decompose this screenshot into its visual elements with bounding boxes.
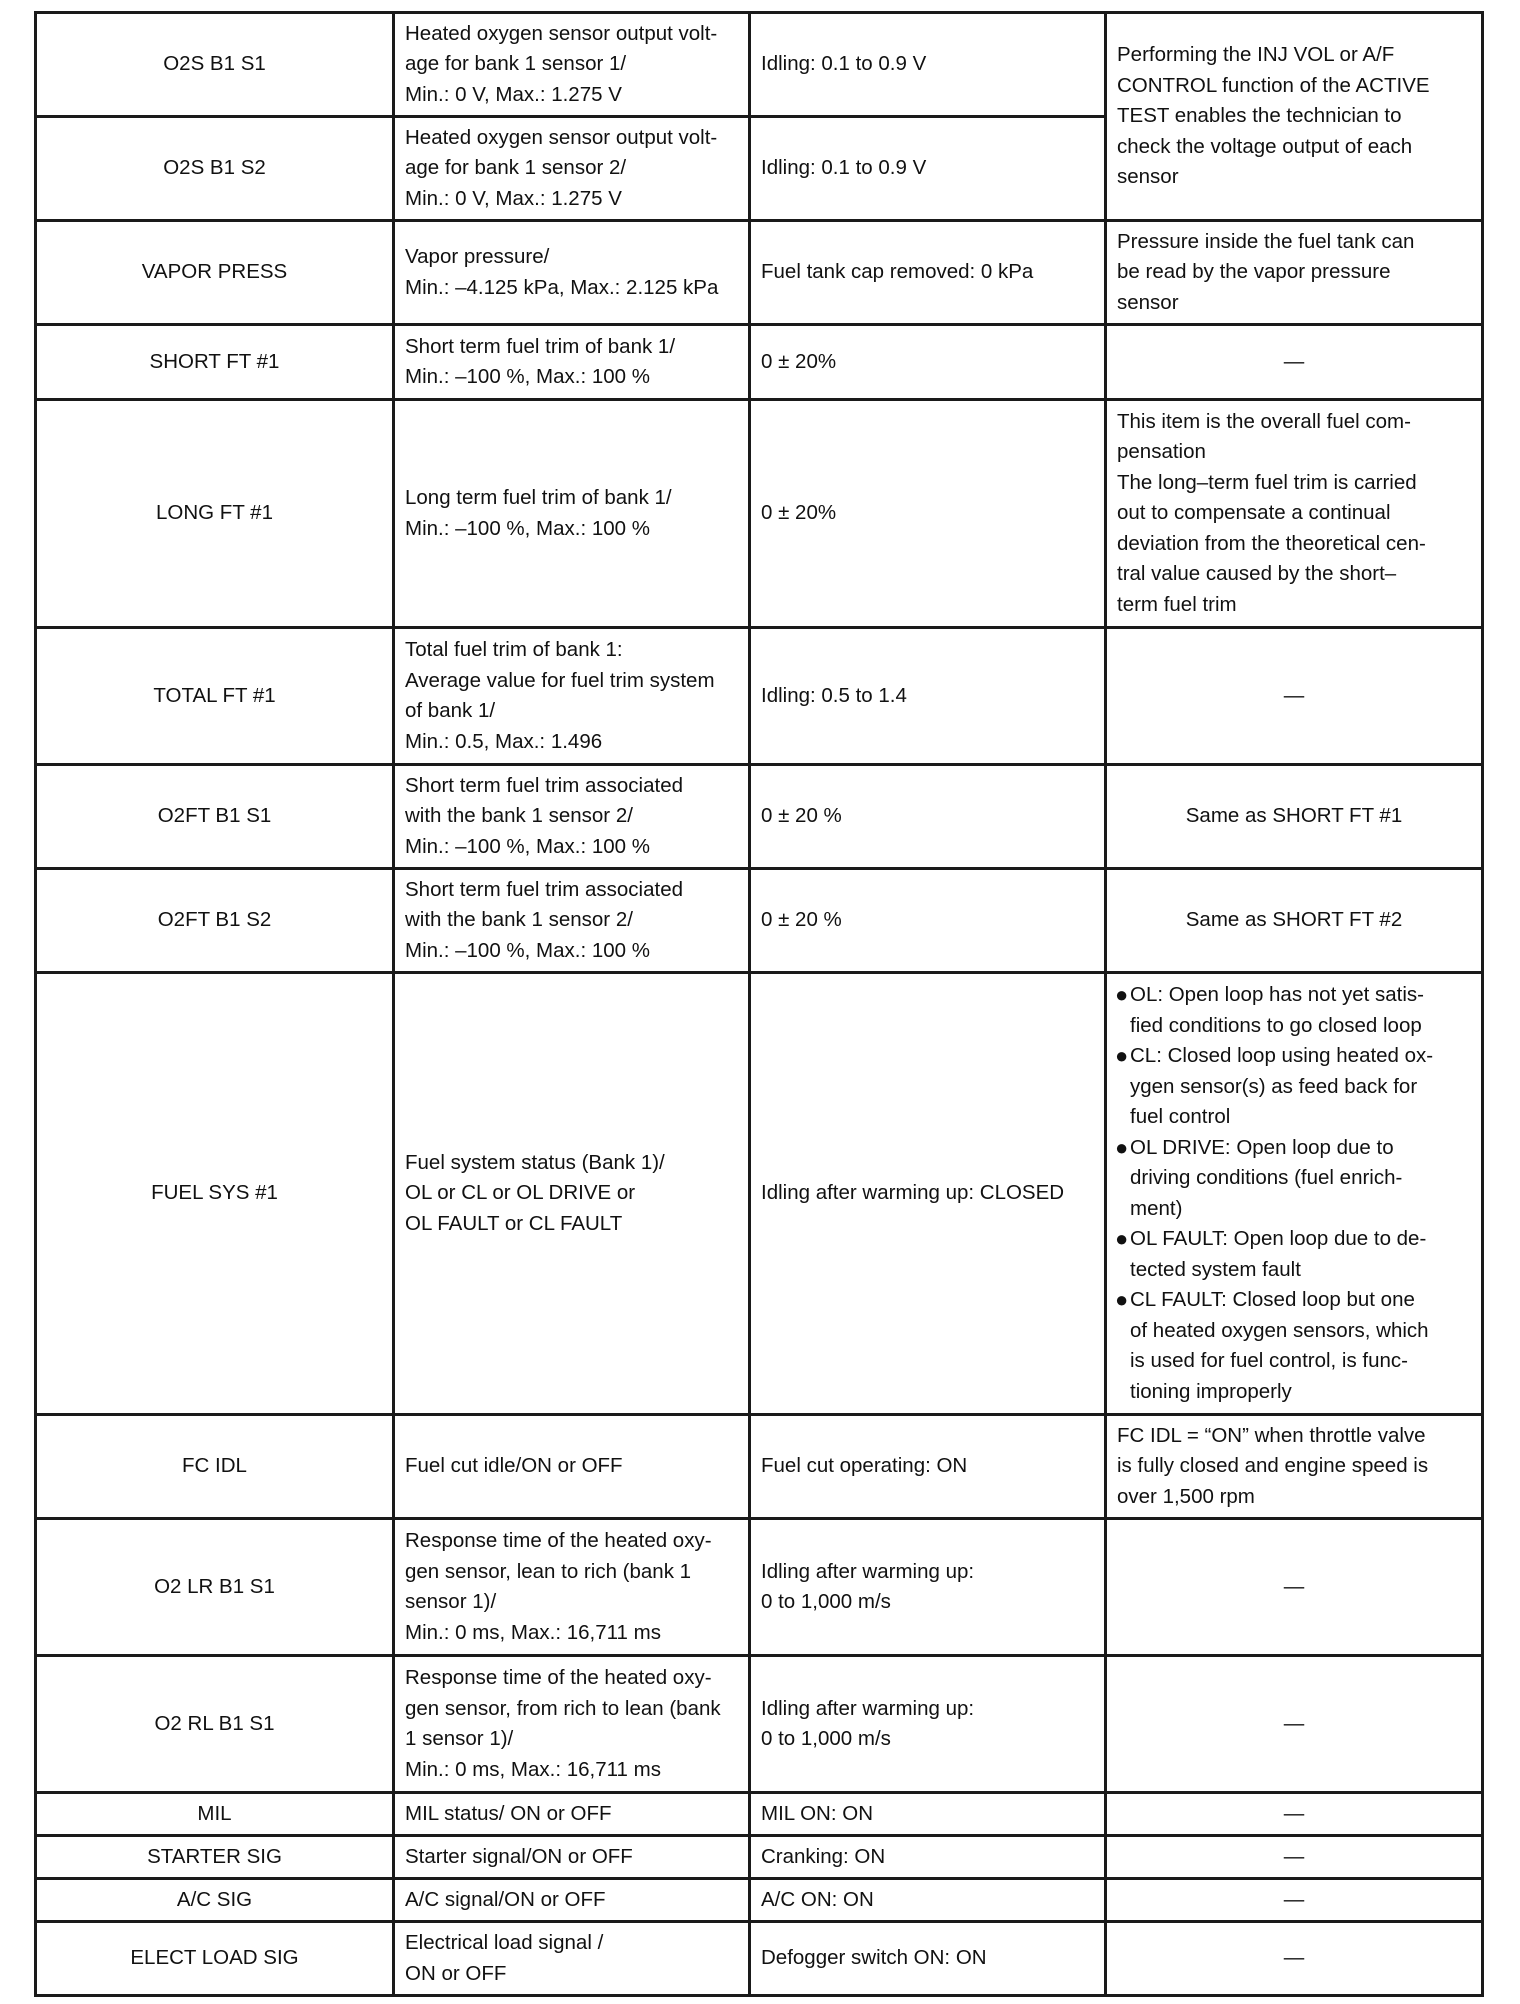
description-line: Min.: –100 %, Max.: 100 % — [405, 516, 650, 540]
description-line: Min.: –100 %, Max.: 100 % — [405, 365, 650, 388]
item-cell — [36, 13, 394, 117]
item-name: FUEL SYS #1 — [151, 1181, 278, 1205]
list-item — [1117, 1133, 1471, 1225]
item-cell — [36, 765, 394, 869]
description-cell — [394, 117, 750, 221]
notes-dash: — — [1283, 1801, 1305, 1825]
normal-condition-line: A/C ON: ON — [761, 1887, 874, 1911]
description-line: 1 sensor 1)/ — [405, 1727, 514, 1750]
notes-dash: — — [1283, 1844, 1305, 1868]
normal-condition-line: 0 ± 20 % — [761, 908, 842, 932]
normal-condition-cell — [750, 628, 1106, 765]
description-cell — [394, 765, 750, 869]
description-cell — [394, 1656, 750, 1793]
normal-condition-line: 0 to 1,000 m/s — [761, 1590, 891, 1613]
notes-cell — [1106, 1415, 1483, 1519]
description-cell — [394, 1519, 750, 1656]
notes-line: OL: Open loop has not yet satis- — [1130, 983, 1424, 1006]
description-cell — [394, 1879, 750, 1922]
item-name: O2S B1 S2 — [163, 156, 266, 180]
notes-line: is used for fuel control, is func- — [1130, 1349, 1409, 1372]
notes-cell — [1106, 869, 1483, 973]
normal-condition-line: 0 ± 20% — [761, 501, 837, 525]
description-line: Starter signal/ON or OFF — [405, 1844, 633, 1868]
description-line: Total fuel trim of bank 1: — [405, 638, 623, 661]
normal-condition-line: Idling after warming up: CLOSED — [761, 1181, 1065, 1205]
normal-condition-line: Idling after warming up: — [761, 1696, 975, 1720]
normal-condition-cell — [750, 765, 1106, 869]
description-line: gen sensor, from rich to lean (bank — [405, 1696, 721, 1720]
item-cell — [36, 1656, 394, 1793]
description-line: OL or CL or OL DRIVE or — [405, 1181, 636, 1205]
normal-condition-cell — [750, 1879, 1106, 1922]
item-name: A/C SIG — [176, 1887, 253, 1911]
description-line: age for bank 1 sensor 2/ — [405, 156, 627, 180]
item-name: VAPOR PRESS — [141, 260, 288, 284]
item-name: STARTER SIG — [147, 1844, 282, 1868]
table-row — [36, 973, 1483, 1415]
description-cell — [394, 221, 750, 325]
description-line: sensor 1)/ — [405, 1590, 497, 1613]
description-line: Fuel system status (Bank 1)/ — [405, 1150, 665, 1174]
description-line: Min.: –100 %, Max.: 100 % — [405, 834, 650, 858]
description-line: Min.: –4.125 kPa, Max.: 2.125 kPa — [405, 275, 719, 299]
notes-text: Same as SHORT FT #2 — [1185, 908, 1403, 932]
notes-line: driving conditions (fuel enrich- — [1130, 1166, 1403, 1189]
table-row — [36, 1922, 1483, 1996]
notes-line: of heated oxygen sensors, which — [1130, 1318, 1429, 1342]
normal-condition-line: 0 to 1,000 m/s — [761, 1727, 891, 1750]
item-cell — [36, 628, 394, 765]
item-cell — [36, 117, 394, 221]
normal-condition-line: Fuel cut operating: ON — [761, 1454, 968, 1478]
description-cell — [394, 628, 750, 765]
normal-condition-cell — [750, 400, 1106, 628]
normal-condition-line: Cranking: ON — [761, 1844, 886, 1868]
item-cell — [36, 1922, 394, 1996]
normal-condition-cell — [750, 1836, 1106, 1879]
item-name: O2 RL B1 S1 — [154, 1711, 275, 1735]
description-line: Min.: 0 ms, Max.: 16,711 ms — [405, 1620, 661, 1644]
notes-line: CL: Closed loop using heated ox- — [1130, 1044, 1434, 1067]
notes-cell — [1106, 1519, 1483, 1656]
description-cell — [394, 13, 750, 117]
notes-line: pensation — [1117, 440, 1206, 464]
description-line: Fuel cut idle/ON or OFF — [405, 1454, 623, 1478]
normal-condition-cell — [750, 325, 1106, 400]
normal-condition-line: Idling: 0.5 to 1.4 — [761, 683, 907, 707]
notes-line: fuel control — [1130, 1105, 1231, 1128]
notes-line: The long–term fuel trim is carried — [1117, 470, 1417, 494]
description-line: Heated oxygen sensor output volt- — [405, 21, 718, 45]
description-line: Min.: 0 ms, Max.: 16,711 ms — [405, 1757, 661, 1781]
item-cell — [36, 1415, 394, 1519]
notes-cell — [1106, 1879, 1483, 1922]
notes-line: This item is the overall fuel com- — [1117, 409, 1411, 433]
notes-cell — [1106, 1656, 1483, 1793]
normal-condition-line: Idling after warming up: — [761, 1559, 975, 1583]
table-row — [36, 765, 1483, 869]
notes-line: ment) — [1130, 1196, 1183, 1220]
notes-line: tioning improperly — [1130, 1379, 1292, 1403]
table-row — [36, 1879, 1483, 1922]
normal-condition-cell — [750, 869, 1106, 973]
item-cell — [36, 325, 394, 400]
normal-condition-cell — [750, 1656, 1106, 1793]
item-cell — [36, 221, 394, 325]
description-line: A/C signal/ON or OFF — [405, 1887, 606, 1911]
description-line: Short term fuel trim associated — [405, 877, 683, 901]
description-line: Min.: 0.5, Max.: 1.496 — [405, 729, 603, 753]
notes-dash: — — [1283, 1574, 1305, 1598]
list-item — [1117, 980, 1471, 1041]
normal-condition-line: 0 ± 20 % — [761, 804, 842, 828]
description-line: Min.: 0 V, Max.: 1.275 V — [405, 82, 622, 106]
description-line: with the bank 1 sensor 2/ — [405, 804, 633, 828]
normal-condition-line: Defogger switch ON: ON — [761, 1946, 987, 1970]
notes-line: OL FAULT: Open loop due to de- — [1130, 1227, 1427, 1250]
item-name: SHORT FT #1 — [149, 349, 280, 373]
description-cell — [394, 400, 750, 628]
normal-condition-cell — [750, 1793, 1106, 1836]
table-row — [36, 400, 1483, 628]
notes-cell — [1106, 325, 1483, 400]
normal-condition-line: Idling: 0.1 to 0.9 V — [761, 156, 927, 180]
normal-condition-cell — [750, 973, 1106, 1415]
description-cell — [394, 325, 750, 400]
bullet-icon: ● — [1115, 1287, 1129, 1312]
description-line: Electrical load signal / — [405, 1931, 604, 1954]
notes-dash: — — [1283, 683, 1305, 707]
notes-line: FC IDL = “ON” when throttle valve — [1117, 1423, 1426, 1447]
notes-line: is fully closed and engine speed is — [1117, 1454, 1429, 1478]
item-name: O2S B1 S1 — [163, 52, 266, 76]
normal-condition-cell — [750, 221, 1106, 325]
table-row — [36, 1836, 1483, 1879]
description-cell — [394, 869, 750, 973]
table-row — [36, 869, 1483, 973]
item-name: O2 LR B1 S1 — [154, 1574, 275, 1598]
table-row — [36, 325, 1483, 400]
notes-cell — [1106, 1922, 1483, 1996]
table-row — [36, 13, 1483, 117]
item-name: ELECT LOAD SIG — [130, 1946, 299, 1970]
description-line: Short term fuel trim associated — [405, 773, 683, 797]
description-line: of bank 1/ — [405, 699, 496, 722]
bullet-icon: ● — [1115, 982, 1129, 1007]
table-row — [36, 221, 1483, 325]
notes-line: Pressure inside the fuel tank can — [1117, 229, 1415, 253]
bullet-icon: ● — [1115, 1226, 1129, 1251]
table-row — [36, 1793, 1483, 1836]
notes-cell — [1106, 13, 1483, 221]
item-name: TOTAL FT #1 — [153, 683, 276, 707]
notes-line: sensor — [1117, 290, 1179, 314]
notes-cell — [1106, 1836, 1483, 1879]
description-cell — [394, 973, 750, 1415]
notes-line: out to compensate a continual — [1117, 501, 1391, 525]
notes-dash: — — [1283, 1946, 1305, 1970]
list-item — [1117, 1285, 1471, 1407]
description-cell — [394, 1415, 750, 1519]
fuel-status-list — [1117, 980, 1471, 1407]
notes-line: tected system fault — [1130, 1257, 1301, 1281]
description-line: OL FAULT or CL FAULT — [405, 1211, 623, 1235]
item-cell — [36, 1879, 394, 1922]
description-line: Vapor pressure/ — [405, 245, 550, 268]
normal-condition-cell — [750, 117, 1106, 221]
notes-line: check the voltage output of each — [1117, 134, 1413, 158]
description-line: ON or OFF — [405, 1961, 507, 1985]
description-line: Short term fuel trim of bank 1/ — [405, 334, 676, 358]
item-name: LONG FT #1 — [156, 501, 273, 525]
notes-cell — [1106, 400, 1483, 628]
notes-dash: — — [1283, 349, 1305, 373]
table-row — [36, 1656, 1483, 1793]
item-name: O2FT B1 S1 — [157, 804, 272, 828]
notes-line: CL FAULT: Closed loop but one — [1130, 1288, 1415, 1311]
notes-line: deviation from the theoretical cen- — [1117, 531, 1426, 555]
description-line: Min.: –100 %, Max.: 100 % — [405, 938, 650, 962]
notes-cell — [1106, 973, 1483, 1415]
description-line: Average value for fuel trim system — [405, 668, 715, 692]
notes-line: over 1,500 rpm — [1117, 1484, 1255, 1508]
notes-line: fied conditions to go closed loop — [1130, 1013, 1422, 1037]
normal-condition-cell — [750, 1415, 1106, 1519]
notes-line: Performing the INJ VOL or A/F — [1117, 43, 1395, 67]
description-line: with the bank 1 sensor 2/ — [405, 908, 633, 932]
normal-condition-cell — [750, 13, 1106, 117]
description-cell — [394, 1793, 750, 1836]
description-line: gen sensor, lean to rich (bank 1 — [405, 1559, 692, 1583]
notes-dash: — — [1283, 1887, 1305, 1911]
normal-condition-line: Idling: 0.1 to 0.9 V — [761, 52, 927, 76]
item-cell — [36, 973, 394, 1415]
item-name: MIL — [197, 1801, 232, 1825]
item-cell — [36, 1793, 394, 1836]
bullet-icon: ● — [1115, 1043, 1129, 1068]
normal-condition-line: Fuel tank cap removed: 0 kPa — [761, 260, 1034, 284]
notes-text: Same as SHORT FT #1 — [1185, 804, 1403, 828]
normal-condition-cell — [750, 1519, 1106, 1656]
notes-cell — [1106, 1793, 1483, 1836]
notes-line: be read by the vapor pressure — [1117, 260, 1391, 284]
description-line: Response time of the heated oxy- — [405, 1529, 712, 1552]
item-name: FC IDL — [182, 1454, 247, 1478]
notes-line: sensor — [1117, 165, 1179, 189]
data-list-table — [34, 11, 1484, 1997]
item-cell — [36, 1836, 394, 1879]
item-name: O2FT B1 S2 — [157, 908, 272, 932]
normal-condition-line: 0 ± 20% — [761, 349, 837, 373]
description-line: MIL status/ ON or OFF — [405, 1801, 612, 1825]
notes-cell — [1106, 221, 1483, 325]
description-line: Heated oxygen sensor output volt- — [405, 125, 718, 149]
notes-line: CONTROL function of the ACTIVE — [1117, 73, 1430, 97]
table-row — [36, 628, 1483, 765]
normal-condition-line: MIL ON: ON — [761, 1801, 873, 1825]
notes-line: ygen sensor(s) as feed back for — [1130, 1074, 1418, 1098]
description-line: age for bank 1 sensor 1/ — [405, 52, 627, 76]
notes-dash: — — [1283, 1711, 1305, 1735]
description-line: Min.: 0 V, Max.: 1.275 V — [405, 186, 622, 210]
table-row — [36, 1519, 1483, 1656]
bullet-icon: ● — [1115, 1134, 1129, 1160]
notes-line: TEST enables the technician to — [1117, 104, 1402, 128]
item-cell — [36, 400, 394, 628]
normal-condition-cell — [750, 1922, 1106, 1996]
description-cell — [394, 1836, 750, 1879]
item-cell — [36, 1519, 394, 1656]
description-line: Response time of the heated oxy- — [405, 1666, 712, 1689]
description-cell — [394, 1922, 750, 1996]
notes-cell — [1106, 628, 1483, 765]
notes-line: term fuel trim — [1117, 592, 1237, 616]
list-item — [1117, 1224, 1471, 1285]
notes-line: tral value caused by the short– — [1117, 562, 1397, 586]
table-row — [36, 1415, 1483, 1519]
item-cell — [36, 869, 394, 973]
description-line: Long term fuel trim of bank 1/ — [405, 486, 672, 509]
notes-line: OL DRIVE: Open loop due to — [1130, 1135, 1394, 1159]
notes-cell — [1106, 765, 1483, 869]
data-list-sheet — [34, 11, 1484, 1997]
list-item — [1117, 1041, 1471, 1133]
